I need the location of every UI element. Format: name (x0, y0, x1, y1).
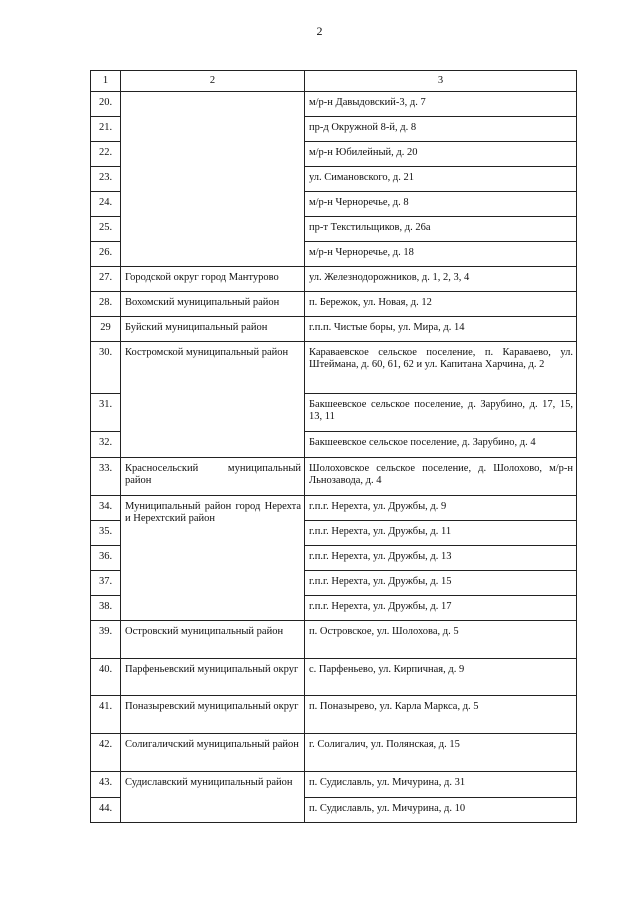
district-cell: Вохомский муниципальный район (121, 292, 305, 317)
row-number: 34. (91, 496, 121, 521)
address-cell: г.п.п. Чистые боры, ул. Мира, д. 14 (305, 317, 577, 342)
district-cell: Городской округ город Мантурово (121, 267, 305, 292)
address-cell: г.п.г. Нерехта, ул. Дружбы, д. 13 (305, 546, 577, 571)
address-cell: пр-д Окружной 8-й, д. 8 (305, 117, 577, 142)
table-row (91, 267, 577, 292)
row-number: 40. (91, 659, 121, 696)
address-cell: г.п.г. Нерехта, ул. Дружбы, д. 11 (305, 521, 577, 546)
address-cell: м/р-н Черноречье, д. 8 (305, 192, 577, 217)
district-cell: Островский муниципальный район (121, 621, 305, 659)
address-cell: п. Судиславль, ул. Мичурина, д. 10 (305, 798, 577, 823)
row-number: 43. (91, 772, 121, 798)
page-number: 2 (316, 24, 323, 38)
address-cell: п. Поназырево, ул. Карла Маркса, д. 5 (305, 696, 577, 734)
row-number: 23. (91, 167, 121, 192)
row-number: 33. (91, 458, 121, 496)
district-cell: Поназыревский муниципальный округ (121, 696, 305, 734)
row-number: 31. (91, 394, 121, 432)
district-cell: Парфеньевский муниципальный округ (121, 659, 305, 696)
row-number: 38. (91, 596, 121, 621)
address-cell: п. Бережок, ул. Новая, д. 12 (305, 292, 577, 317)
address-cell: п. Судиславль, ул. Мичурина, д. 31 (305, 772, 577, 798)
district-cell: Муниципальный район город Нерехта и Нерехтский район (121, 496, 305, 621)
row-number: 25. (91, 217, 121, 242)
row-number: 30. (91, 342, 121, 394)
address-cell: ул. Железнодорожников, д. 1, 2, 3, 4 (305, 267, 577, 292)
address-cell: г.п.г. Нерехта, ул. Дружбы, д. 17 (305, 596, 577, 621)
district-cell: Судиславский муниципальный район (121, 772, 305, 823)
district-cell: Солигаличский муниципальный район (121, 734, 305, 772)
address-cell: м/р-н Давыдовский-3, д. 7 (305, 92, 577, 117)
addresses-table (90, 70, 577, 823)
address-cell: г.п.г. Нерехта, ул. Дружбы, д. 15 (305, 571, 577, 596)
row-number: 26. (91, 242, 121, 267)
address-cell: п. Островское, ул. Шолохова, д. 5 (305, 621, 577, 659)
table-row (91, 621, 577, 659)
row-number: 39. (91, 621, 121, 659)
table-row (91, 92, 577, 117)
row-number: 35. (91, 521, 121, 546)
address-cell: Караваевское сельское поселение, п. Караваево, ул. Штеймана, д. 60, 61, 62 и ул. Капитана Харчина, д. 2 (305, 342, 577, 394)
row-number: 20. (91, 92, 121, 117)
table-row (91, 317, 577, 342)
table-row (91, 659, 577, 696)
address-cell: Бакшеевское сельское поселение, д. Зарубино, д. 17, 15, 13, 11 (305, 394, 577, 432)
address-cell: г.п.г. Нерехта, ул. Дружбы, д. 9 (305, 496, 577, 521)
row-number: 28. (91, 292, 121, 317)
table-row (91, 292, 577, 317)
address-cell: ул. Симановского, д. 21 (305, 167, 577, 192)
table-row (91, 458, 577, 496)
row-number: 29 (91, 317, 121, 342)
row-number: 44. (91, 798, 121, 823)
table-row (91, 342, 577, 394)
district-cell (121, 92, 305, 267)
address-cell: Шолоховское сельское поселение, д. Шолохово, м/р-н Льнозавода, д. 4 (305, 458, 577, 496)
table-header-row (91, 71, 577, 92)
header-col-district: 2 (121, 71, 305, 92)
row-number: 37. (91, 571, 121, 596)
row-number: 21. (91, 117, 121, 142)
table-row (91, 772, 577, 798)
row-number: 41. (91, 696, 121, 734)
address-cell: пр-т Текстильщиков, д. 26а (305, 217, 577, 242)
district-cell: Красносельский муниципальный район (121, 458, 305, 496)
table-body (91, 71, 577, 823)
address-cell: Бакшеевское сельское поселение, д. Зарубино, д. 4 (305, 432, 577, 458)
district-cell: Буйский муниципальный район (121, 317, 305, 342)
address-cell: с. Парфеньево, ул. Кирпичная, д. 9 (305, 659, 577, 696)
address-cell: г. Солигалич, ул. Полянская, д. 15 (305, 734, 577, 772)
table-row (91, 734, 577, 772)
row-number: 22. (91, 142, 121, 167)
address-cell: м/р-н Черноречье, д. 18 (305, 242, 577, 267)
row-number: 42. (91, 734, 121, 772)
district-cell: Костромской муниципальный район (121, 342, 305, 458)
header-col-number: 1 (91, 71, 121, 92)
header-col-address: 3 (305, 71, 577, 92)
table-row (91, 496, 577, 521)
row-number: 36. (91, 546, 121, 571)
row-number: 32. (91, 432, 121, 458)
row-number: 27. (91, 267, 121, 292)
row-number: 24. (91, 192, 121, 217)
address-cell: м/р-н Юбилейный, д. 20 (305, 142, 577, 167)
table-row (91, 696, 577, 734)
